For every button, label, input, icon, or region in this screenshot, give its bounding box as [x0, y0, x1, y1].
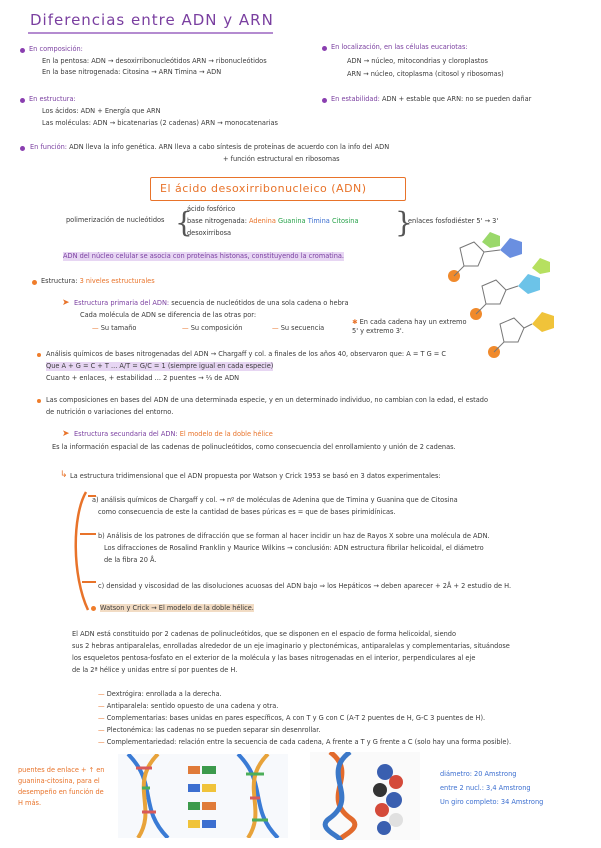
localizacion-line-1: ADN → núcleo, mitocondrias y cloroplastos	[347, 57, 488, 65]
nucleo-note: ADN del núcleo celular se asocia con proteínas histonas, constituyendo la cromatina.	[63, 252, 345, 260]
bullet-icon	[91, 606, 96, 611]
tridim-b3: de la fibra 20 Å.	[104, 556, 157, 564]
secundaria-desc: Es la información espacial de las cadenas de polinucleótidos, como consecuencia del enrollamiento y unión de 2 cadenas.	[52, 443, 456, 451]
chargaff-line-3: Cuanto + enlaces, + estabilidad ... 2 puentes → ⅔ de ADN	[46, 374, 240, 382]
primaria-line-1: Estructura primaria del ADN: secuencia de nucleótidos de una sola cadena o hebra	[74, 299, 349, 307]
primaria-note: ✱ En cada cadena hay un extremo 5' y extremo 3'.	[352, 318, 467, 335]
funcion-line-2: + función estructural en ribosomas	[223, 155, 340, 163]
estructura-line-1: Los ácidos: ADN + Energía que ARN	[42, 107, 161, 115]
primaria-item-3: — Su secuencia	[272, 324, 325, 332]
composicion-heading: En composición:	[29, 45, 83, 53]
bullet-icon	[20, 146, 25, 151]
prop-item: — Dextrógira: enrollada a la derecha.	[98, 690, 222, 698]
arrow-icon: ➤	[62, 298, 70, 308]
tridim-c1: c) densidad y viscosidad de las disoluciones acuosas del ADN bajo ⇒ los Hepáticos → deben aparecer + 2Å + 2 estudio de H.	[98, 582, 512, 590]
chargaff-line-1: Análisis químicos de bases nitrogenadas del ADN → Chargaff y col. a finales de los años 40, observaron que: A = T G = C	[46, 350, 447, 358]
prop-item: — Plectonémica: las cadenas no se pueden separar sin desenrollar.	[98, 726, 321, 734]
polymer-b2: base nitrogenada: Adenina Guanina Timina Citosina	[187, 217, 359, 225]
primaria-item-2: — Su composición	[182, 324, 243, 332]
tridim-line: La estructura tridimensional que el ADN propuesta por Watson y Crick 1953 se basó en 3 datos experimentales:	[70, 472, 441, 480]
brace-icon: }	[395, 206, 413, 239]
estructura-line-2: Las moléculas: ADN → bicatenarias (2 cadenas) ARN → monocatenarias	[42, 119, 278, 127]
tridim-a2: como consecuencia de este la cantidad de bases púricas es = que de bases pirimidínicas.	[98, 508, 396, 516]
bullet-icon	[322, 98, 327, 103]
prop-item: — Complementariedad: relación entre la secuencia de cada cadena, A frente a T y G frente a C (solo hay una forma posible).	[98, 738, 512, 746]
section-title: El ácido desoxirribonucleico (ADN)	[160, 182, 367, 195]
especies-line-1: Las composiciones en bases del ADN de una determinada especie, y en un determinado individuo, no cambian con la edad, el estado	[46, 396, 489, 404]
estructura-niveles: Estructura: 3 niveles estructurales	[41, 277, 155, 285]
polymer-left: polimerización de nucleótidos	[66, 216, 165, 224]
left-note: puentes de enlace + ↑ en guanina-citosina, para el desempeño en función de H más.	[18, 766, 105, 807]
measure-1: diámetro: 20 Amstrong	[440, 770, 517, 778]
composicion-line-1: En la pentosa: ADN → desoxirribonucleótidos ARN → ribonucleótidos	[42, 57, 267, 65]
secundaria-line: Estructura secundaria del ADN: El modelo de la doble hélice	[74, 430, 273, 438]
title-underline	[28, 32, 273, 34]
bracket-arrows	[66, 486, 106, 614]
tridim-b1: b) Análisis de los patrones de difracción que se forman al hacer incidir un haz de Rayos X sobre una molécula de ADN.	[98, 532, 490, 540]
prop-item: — Complementarias: bases unidas en pares específicos, A con T y G con C (A-T 2 puentes de H, G-C 3 puentes de H).	[98, 714, 486, 722]
bullet-icon	[37, 353, 41, 357]
localizacion-line-2: ARN → núcleo, citoplasma (citosol y ribosomas)	[347, 70, 504, 78]
dna-model-image	[310, 752, 420, 840]
measure-2: entre 2 nucl.: 3,4 Amstrong	[440, 784, 531, 792]
tridim-a1: a) análisis químicos de Chargaff y col. → nº de moléculas de Adenina que de Timina y Guanina que de Citosina	[92, 496, 458, 504]
bullet-icon	[322, 46, 327, 51]
bullet-icon	[32, 280, 37, 285]
watson-crick: Watson y Crick → El modelo de la doble hélice.	[100, 604, 254, 612]
estructura-heading: En estructura:	[29, 95, 76, 103]
primaria-item-1: — Su tamaño	[92, 324, 137, 332]
resumen-line-4: de la 2ª hélice y unidas entre sí por puentes de H.	[72, 666, 238, 674]
brace-icon: {	[175, 206, 193, 239]
prop-item: — Antiparalela: sentido opuesto de una cadena y otra.	[98, 702, 279, 710]
localizacion-heading: En localización, en las células eucariotas:	[331, 43, 468, 51]
arrow-icon: ➤	[62, 429, 70, 439]
primaria-line-2: Cada molécula de ADN se diferencia de las otras por:	[80, 311, 257, 319]
polymer-b3: desoxirribosa	[187, 229, 232, 237]
measure-3: Un giro completo: 34 Amstrong	[440, 798, 544, 806]
composicion-line-2: En la base nitrogenada: Citosina → ARN Timina → ADN	[42, 68, 222, 76]
polymer-b1: ácido fosfórico	[187, 205, 236, 213]
page-title: Diferencias entre ADN y ARN	[30, 11, 274, 29]
chargaff-line-2: Que A + G = C + T ... A/T = G/C = 1 (siempre igual en cada especie)	[46, 362, 274, 370]
resumen-line-2: sus 2 hebras antiparalelas, enrolladas alrededor de un eje imaginario y plectonémicas, antiparalelas y complementarias, situándose	[72, 642, 510, 650]
resumen-line-3: los esqueletos pentosa-fosfato en el exterior de la molécula y las bases nitrogenadas en el interior, perpendiculares al eje	[72, 654, 476, 662]
bullet-icon	[20, 48, 25, 53]
funcion-line-1: En función: ADN lleva la info genética. ARN lleva a cabo síntesis de proteínas de acuerdo con la info del ADN	[30, 143, 390, 151]
especies-line-2: de nutrición o variaciones del entorno.	[46, 408, 174, 416]
polymer-right: enlaces fosfodiéster 5' → 3'	[408, 217, 499, 225]
tridim-b2: Los difracciones de Rosalind Franklin y Maurice Wilkins → conclusión: ADN estructura fibrilar helicoidal, el diámetro	[104, 544, 484, 552]
bullet-icon	[37, 399, 41, 403]
arrow-icon: ↳	[60, 470, 68, 480]
dna-strand-diagram	[430, 228, 565, 368]
estabilidad-line: En estabilidad: ADN + estable que ARN: no se pueden dañar	[331, 95, 532, 103]
dna-helix-image	[118, 754, 288, 838]
bullet-icon	[20, 98, 25, 103]
resumen-line-1: El ADN está constituido por 2 cadenas de polinucleótidos, que se disponen en el espacio de forma helicoidal, siendo	[72, 630, 457, 638]
